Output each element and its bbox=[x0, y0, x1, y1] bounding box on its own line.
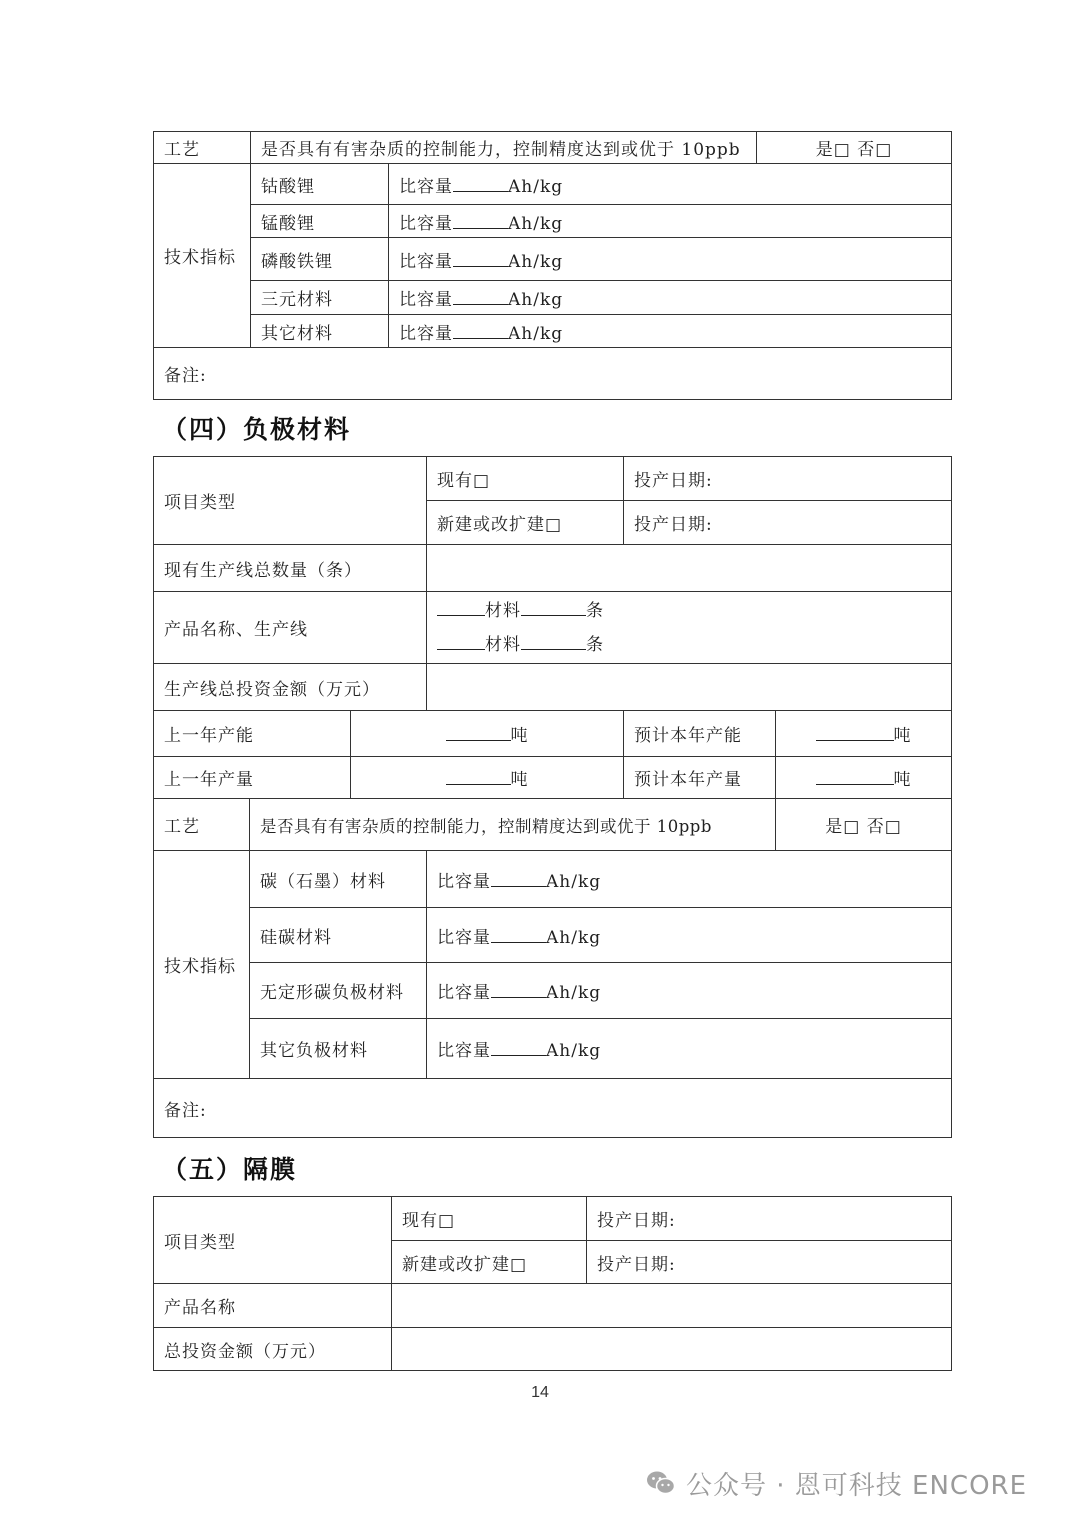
remarks-row bbox=[154, 348, 952, 400]
capacity-unit: Ah/kg bbox=[546, 871, 602, 892]
capacity-row bbox=[154, 711, 952, 757]
last-year-output-label: 上一年产量 bbox=[154, 757, 351, 799]
blank-line[interactable] bbox=[453, 176, 508, 192]
capacity-field[interactable] bbox=[427, 851, 952, 908]
material-name: 磷酸铁锂 bbox=[251, 238, 389, 281]
product-name-label: 产品名称 bbox=[154, 1284, 392, 1328]
capacity-unit: Ah/kg bbox=[508, 290, 564, 310]
capacity-field[interactable] bbox=[427, 1019, 952, 1079]
product-name-row bbox=[154, 1284, 952, 1328]
capacity-unit: Ah/kg bbox=[546, 1041, 602, 1061]
blank-line[interactable] bbox=[816, 725, 894, 741]
separator-table bbox=[153, 1196, 952, 1371]
wechat-icon bbox=[646, 1470, 676, 1496]
existing-option[interactable]: 现有□ bbox=[427, 457, 624, 501]
material-name: 锰酸锂 bbox=[251, 205, 389, 238]
tech-row bbox=[154, 315, 952, 348]
project-type-row bbox=[154, 457, 952, 501]
blank-line[interactable] bbox=[437, 634, 485, 650]
process-label: 工艺 bbox=[154, 799, 250, 851]
capacity-prefix: 比容量 bbox=[399, 213, 453, 234]
ton-unit: 吨 bbox=[510, 770, 529, 790]
investment-row bbox=[154, 664, 952, 711]
remarks-row bbox=[154, 1079, 952, 1138]
capacity-prefix: 比容量 bbox=[399, 290, 453, 310]
watermark bbox=[646, 1461, 1027, 1505]
tech-row bbox=[154, 963, 952, 1019]
production-date-field[interactable]: 投产日期: bbox=[624, 457, 952, 501]
material-name: 硅碳材料 bbox=[250, 908, 427, 963]
forecast-capacity-field[interactable] bbox=[776, 711, 952, 757]
material-name: 碳（石墨）材料 bbox=[250, 851, 427, 908]
blank-line[interactable] bbox=[446, 725, 511, 741]
page-number: 14 bbox=[531, 1384, 549, 1401]
material-word: 材料 bbox=[485, 600, 521, 621]
tech-row bbox=[154, 851, 952, 908]
ton-unit: 吨 bbox=[893, 726, 912, 746]
anode-process-row bbox=[154, 799, 952, 851]
process-text: 是否具有有害杂质的控制能力，控制精度达到或优于 10ppb bbox=[250, 799, 776, 851]
production-date-field[interactable]: 投产日期: bbox=[624, 501, 952, 545]
capacity-field[interactable] bbox=[389, 205, 952, 238]
product-lines-label: 产品名称、生产线 bbox=[154, 592, 427, 664]
tech-row bbox=[154, 1019, 952, 1079]
unit-word: 条 bbox=[586, 600, 604, 621]
investment-label: 总投资金额（万元） bbox=[154, 1328, 392, 1371]
project-type-label: 项目类型 bbox=[154, 457, 427, 545]
investment-field[interactable] bbox=[392, 1328, 952, 1371]
forecast-capacity-label: 预计本年产能 bbox=[624, 711, 776, 757]
anode-heading: （四）负极材料 bbox=[162, 415, 352, 444]
capacity-field[interactable] bbox=[389, 281, 952, 315]
ton-unit: 吨 bbox=[510, 726, 529, 746]
production-date-field[interactable]: 投产日期: bbox=[587, 1241, 952, 1284]
anode-table bbox=[153, 456, 952, 1138]
product-name-field[interactable] bbox=[392, 1284, 952, 1328]
capacity-prefix: 比容量 bbox=[399, 251, 453, 272]
blank-line[interactable] bbox=[491, 982, 546, 998]
tech-row bbox=[154, 238, 952, 281]
output-row bbox=[154, 757, 952, 799]
product-lines-field[interactable] bbox=[427, 592, 952, 664]
last-year-output-field[interactable] bbox=[351, 757, 624, 799]
ton-unit: 吨 bbox=[893, 770, 912, 790]
capacity-prefix: 比容量 bbox=[437, 983, 491, 1003]
capacity-prefix: 比容量 bbox=[399, 176, 453, 197]
investment-label: 生产线总投资金额（万元） bbox=[154, 664, 427, 711]
capacity-prefix: 比容量 bbox=[399, 323, 453, 344]
line-count-field[interactable] bbox=[427, 545, 952, 592]
tech-row bbox=[154, 908, 952, 963]
capacity-unit: Ah/kg bbox=[508, 213, 564, 234]
material-name: 其它材料 bbox=[251, 315, 389, 348]
project-type-label: 项目类型 bbox=[154, 1197, 392, 1284]
investment-field[interactable] bbox=[427, 664, 952, 711]
tech-label: 技术指标 bbox=[154, 851, 250, 1079]
product-lines-row bbox=[154, 592, 952, 664]
investment-row bbox=[154, 1328, 952, 1371]
forecast-output-field[interactable] bbox=[776, 757, 952, 799]
material-name: 其它负极材料 bbox=[250, 1019, 427, 1079]
capacity-field[interactable] bbox=[389, 164, 952, 205]
blank-line[interactable] bbox=[453, 323, 508, 339]
last-year-capacity-field[interactable] bbox=[351, 711, 624, 757]
capacity-field[interactable] bbox=[427, 963, 952, 1019]
capacity-unit: Ah/kg bbox=[508, 323, 564, 344]
capacity-prefix: 比容量 bbox=[437, 1041, 491, 1061]
blank-line[interactable] bbox=[816, 769, 894, 785]
blank-line[interactable] bbox=[491, 1040, 546, 1056]
capacity-unit: Ah/kg bbox=[546, 983, 602, 1003]
capacity-field[interactable] bbox=[389, 238, 952, 281]
product-line-entry bbox=[437, 628, 941, 662]
material-word: 材料 bbox=[485, 634, 521, 655]
tech-row bbox=[154, 281, 952, 315]
blank-line[interactable] bbox=[453, 213, 508, 229]
new-option[interactable]: 新建或改扩建□ bbox=[392, 1241, 587, 1284]
blank-line[interactable] bbox=[453, 251, 508, 267]
material-name: 无定形碳负极材料 bbox=[250, 963, 427, 1019]
tech-label: 技术指标 bbox=[154, 164, 251, 348]
line-count-label: 现有生产线总数量（条） bbox=[154, 545, 427, 592]
separator-heading: （五）隔膜 bbox=[162, 1155, 298, 1184]
capacity-prefix: 比容量 bbox=[437, 927, 491, 948]
product-line-entry bbox=[437, 594, 941, 628]
last-year-capacity-label: 上一年产能 bbox=[154, 711, 351, 757]
cathode-table bbox=[153, 131, 952, 400]
line-count-row bbox=[154, 545, 952, 592]
watermark-text: 公众号 · 恩可科技 ENCORE bbox=[686, 1470, 1028, 1501]
process-options[interactable]: 是□ 否□ bbox=[757, 132, 952, 164]
material-name: 钴酸锂 bbox=[251, 164, 389, 205]
remarks-field[interactable]: 备注: bbox=[154, 1079, 952, 1138]
capacity-prefix: 比容量 bbox=[437, 871, 491, 892]
blank-line[interactable] bbox=[437, 600, 485, 616]
existing-option[interactable]: 现有□ bbox=[392, 1197, 587, 1241]
capacity-unit: Ah/kg bbox=[508, 251, 564, 272]
process-label: 工艺 bbox=[154, 132, 251, 164]
blank-line[interactable] bbox=[491, 927, 546, 943]
process-text: 是否具有有害杂质的控制能力，控制精度达到或优于 10ppb bbox=[251, 132, 757, 164]
capacity-field[interactable] bbox=[389, 315, 952, 348]
capacity-unit: Ah/kg bbox=[508, 176, 564, 197]
new-option[interactable]: 新建或改扩建□ bbox=[427, 501, 624, 545]
capacity-unit: Ah/kg bbox=[546, 927, 602, 948]
forecast-output-label: 预计本年产量 bbox=[624, 757, 776, 799]
blank-line[interactable] bbox=[491, 871, 546, 887]
tech-row bbox=[154, 164, 952, 205]
material-name: 三元材料 bbox=[251, 281, 389, 315]
blank-line[interactable] bbox=[521, 600, 586, 616]
project-type-row bbox=[154, 1197, 952, 1241]
blank-line[interactable] bbox=[521, 634, 586, 650]
unit-word: 条 bbox=[586, 634, 604, 655]
process-options[interactable]: 是□ 否□ bbox=[776, 799, 952, 851]
blank-line[interactable] bbox=[453, 289, 508, 305]
production-date-field[interactable]: 投产日期: bbox=[587, 1197, 952, 1241]
cathode-process-row bbox=[154, 132, 952, 164]
remarks-field[interactable]: 备注: bbox=[154, 348, 952, 400]
blank-line[interactable] bbox=[446, 769, 511, 785]
capacity-field[interactable] bbox=[427, 908, 952, 963]
tech-row bbox=[154, 205, 952, 238]
